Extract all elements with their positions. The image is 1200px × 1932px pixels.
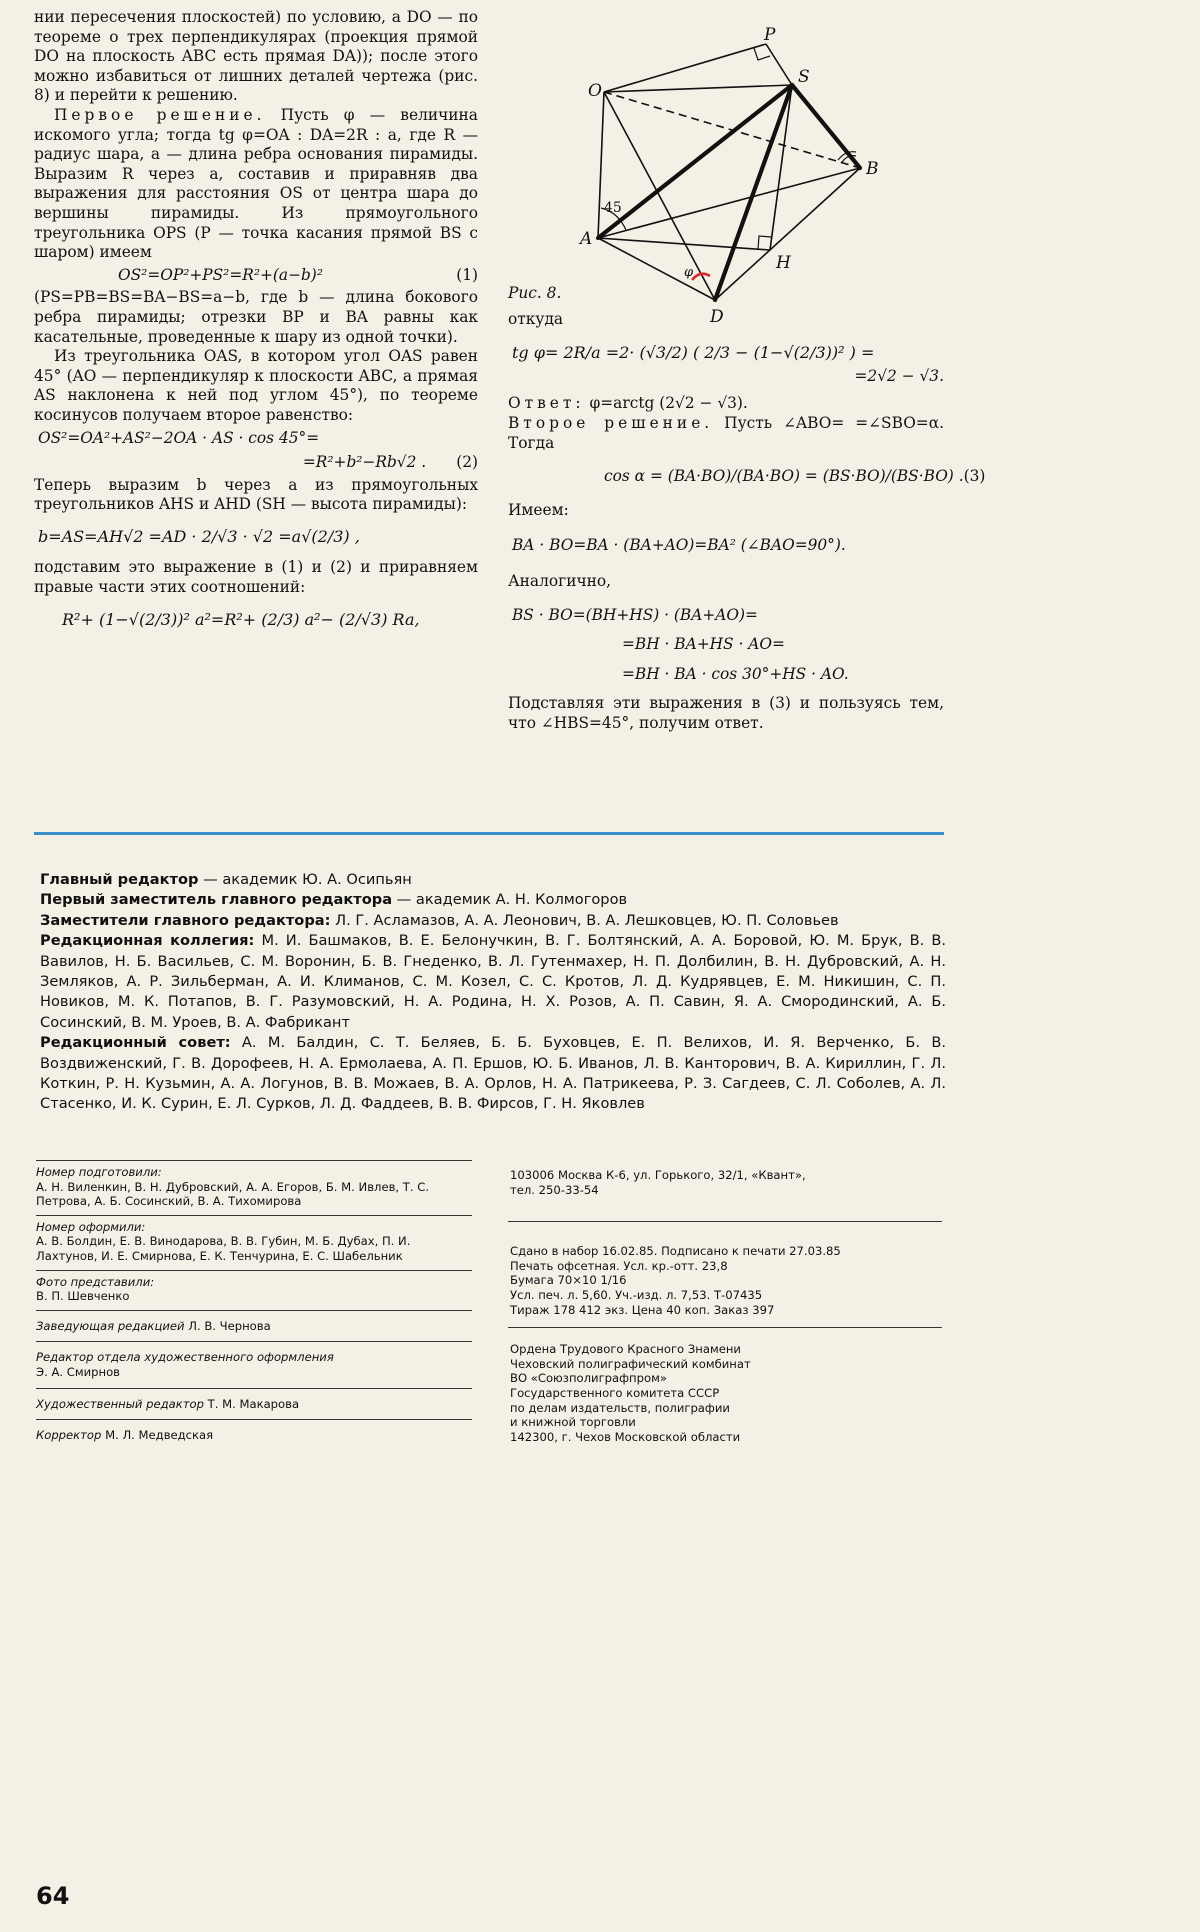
section-heading: Второе решение. (508, 413, 714, 432)
editorial-board (40, 870, 946, 1115)
paragraph (508, 414, 944, 453)
credit-label: Редактор отдела художественного оформления (36, 1350, 334, 1365)
board-line (40, 1033, 946, 1115)
formula-3: b=AS=AH√2 =AD · 2/√3 · √2 =a√(2/3) , (38, 526, 360, 546)
board-line (40, 870, 946, 890)
credit-block (36, 1420, 472, 1451)
credits-right (508, 1160, 942, 1454)
print-line: Усл. печ. л. 5,60. Уч.-изд. л. 7,53. Т-07435 (510, 1287, 763, 1302)
plant-line: Ордена Трудового Красного Знамени (510, 1342, 741, 1357)
board-text: Л. Г. Асламазов, А. А. Леонович, В. А. Лешковцев, Ю. П. Соловьев (330, 911, 839, 929)
paragraph: подставим это выражение в (1) и (2) и приравняем правые части этих соотношений: (34, 558, 478, 597)
plant-line: по делам издательств, полиграфии (510, 1400, 730, 1415)
credit-label: Фото представили: (36, 1274, 155, 1289)
credits-left (36, 1160, 472, 1451)
paragraph: Теперь выразим b через a из прямоугольных треугольников AHS и AHD (SH — высота пирамиды): (34, 475, 478, 514)
credit-block (36, 1160, 472, 1216)
address-block (508, 1160, 942, 1222)
label-A: A (580, 229, 593, 249)
paragraph-text: Пусть φ — величина искомого угла; тогда tg φ=OA : DA=2R : a, где R — радиус шара, a — длина ребра основания пирамиды. Выразим R через a, составив и приравняв два выражения для расстояния OS от центра шара до вершины пирамиды. Из прямоугольного треугольника OPS (P — точка касания прямой BS с шаром) имеем (34, 105, 478, 262)
credit-label: Художественный редактор (36, 1396, 204, 1411)
formula-number: (2) (456, 453, 478, 472)
printing-plant-block (508, 1328, 942, 1454)
print-line: Сдано в набор 16.02.85. Подписано к печати 27.03.85 (510, 1244, 841, 1259)
credit-text: В. П. Шевченко (36, 1289, 130, 1304)
formula-8c: =BH · BA · cos 30°+HS · AO. (622, 664, 849, 683)
label-P: P (764, 25, 776, 45)
board-line (40, 911, 946, 931)
credit-label: Заведующая редакцией (36, 1318, 185, 1333)
credit-text: А. В. Болдин, Е. В. Винодарова, В. В. Губин, М. Б. Дубах, П. И. Лахтунов, И. Е. Смирнова, Е. К. Тенчурина, Е. С. Шабельник (36, 1234, 411, 1263)
paragraph: Из треугольника OAS, в котором угол OAS равен 45° (AO — перпендикуляр к плоскости ABC, а прямая AS наклонена к ней под углом 45°), по теореме косинусов получаем второе равенство: (34, 347, 478, 424)
board-text: М. И. Башмаков, В. Е. Белонучкин, В. Г. Болтянский, А. А. Боровой, Ю. М. Брук, В. В. Вавилов, Н. Б. Васильев, С. М. Воронин, Б. В. Гнеденко, В. Л. Гутенмахер, Н. П. Долбилин, В. Н. Дубровский, А. Н. Земляков, А. Р. Зильберман, А. И. Климанов, С. М. Козел, С. С. Кротов, Л. Д. Кудрявцев, Е. М. Никишин, С. П. Новиков, М. К. Потапов, В. Г. Разумовский, Н. А. Родина, Н. Х. Розов, А. П. Савин, Я. А. Смородинский, А. Б. Сосинский, В. М. Уроев, В. А. Фабрикант (40, 932, 946, 1031)
credit-block (36, 1271, 472, 1311)
formula-number: (3) (963, 467, 986, 486)
board-label: Заместители главного редактора: (40, 911, 331, 929)
formula-8a: BS · BO=(BH+HS) · (BA+AO)= (512, 605, 758, 624)
paragraph (34, 106, 478, 263)
answer-heading: Ответ: (508, 394, 585, 413)
label-D: D (710, 307, 724, 327)
label-O: O (588, 81, 602, 101)
formula-1 (34, 266, 478, 286)
formula-5a: tg φ= 2R/a =2· (√3/2) ( 2/3 − (1−√(2/3))² ) = (512, 343, 875, 363)
credit-text: Э. А. Смирнов (36, 1364, 121, 1379)
credit-block (36, 1311, 472, 1343)
section-heading: Первое решение. (54, 105, 266, 124)
board-text: А. М. Балдин, С. Т. Беляев, Б. Б. Буховцев, Е. П. Велихов, И. Я. Верченко, Б. В. Воздвиженский, Г. В. Дорофеев, Н. А. Ермолаева, А. П. Ершов, Ю. Б. Иванов, Л. В. Канторович, В. А. Кириллин, Г. Л. Коткин, Р. Н. Кузьмин, А. А. Логунов, В. В. Можаев, В. А. Орлов, Н. А. Патрикеева, Р. З. Сагдеев, С. Л. Соболев, А. Л. Стасенко, И. К. Сурин, Е. Л. Сурков, Л. Д. Фаддеев, В. В. Фирсов, Г. Н. Яковлев (40, 1034, 946, 1113)
credit-text: Л. В. Чернова (184, 1318, 271, 1333)
label-B: B (866, 159, 879, 179)
board-label: Первый заместитель главного редактора (40, 891, 393, 909)
left-column (34, 8, 478, 629)
formula-text: OS²=OP²+PS²=R²+(a−b)² (118, 265, 323, 284)
answer-text: φ=arctg (2√2 − √3). (584, 394, 748, 413)
label-45: 45 (604, 200, 622, 216)
label-phi: φ (684, 265, 694, 280)
board-text: — академик Ю. А. Осипьян (198, 871, 412, 888)
paragraph: нии пересечения плоскостей) по условию, а DO — по теореме о трех перпендикулярах (проекция прямой DO на плоскость ABC есть прямая DA)); после этого можно избавиться от лишних деталей чертежа (рис. 8) и перейти к решению. (34, 8, 478, 105)
formula-7: BA · BO=BA · (BA+AO)=BA² (∠BAO=90°). (512, 536, 846, 555)
formula-2b (34, 453, 478, 473)
plant-line: Государственного комитета СССР (510, 1385, 720, 1400)
credit-text: А. Н. Виленкин, В. Н. Дубровский, А. А. Егоров, Б. М. Ивлев, Т. С. Петрова, А. Б. Сосинский, В. А. Тихомирова (36, 1179, 430, 1209)
credit-label: Корректор (36, 1428, 102, 1443)
label-S: S (798, 67, 810, 87)
right-column (508, 8, 986, 734)
address-line: 103006 Москва К-6, ул. Горького, 32/1, «Квант», (510, 1168, 806, 1182)
board-line (40, 931, 946, 1033)
print-line: Печать офсетная. Усл. кр.-отт. 23,8 (510, 1258, 728, 1273)
formula-text: =R²+b²−Rb√2 . (302, 453, 427, 472)
board-label: Главный редактор (40, 871, 199, 888)
paragraph: Имеем: (508, 500, 569, 519)
paragraph: Подставляя эти выражения в (3) и пользуясь тем, что ∠HBS=45°, получим ответ. (508, 694, 944, 732)
section-divider (34, 832, 944, 835)
plant-line: ВО «Союзполиграфпром» (510, 1371, 667, 1386)
board-text: — академик А. Н. Колмогоров (392, 891, 628, 909)
formula-text: cos α = (BA·BO)/(BA·BO) = (BS·BO)/(BS·BO) . (604, 467, 964, 486)
print-line: Тираж 178 412 экз. Цена 40 коп. Заказ 397 (510, 1302, 775, 1317)
credit-label: Номер подготовили: (36, 1165, 162, 1179)
credit-label: Номер оформили: (36, 1219, 146, 1234)
plant-line: и книжной торговли (510, 1415, 636, 1430)
formula-6 (508, 467, 986, 487)
label-H: H (776, 253, 791, 273)
figure-caption: Рис. 8. (508, 284, 562, 302)
board-line (40, 890, 946, 910)
formula-5b: =2√2 − √3. (854, 366, 944, 385)
paragraph: откуда (508, 309, 564, 328)
paragraph: Аналогично, (508, 571, 612, 590)
formula-8b: =BH · BA+HS · AO= (622, 635, 785, 654)
diagram-spacer (508, 8, 944, 284)
print-line: Бумага 70×10 1/16 (510, 1273, 627, 1288)
plant-line: Чеховский полиграфический комбинат (510, 1356, 751, 1371)
answer (508, 394, 944, 414)
credit-block (36, 1342, 472, 1388)
credit-block (36, 1389, 472, 1421)
board-label: Редакционный совет: (40, 1034, 231, 1052)
credit-block (36, 1216, 472, 1271)
credit-text: М. Л. Медведская (101, 1428, 214, 1443)
formula-number: (1) (456, 265, 478, 284)
paragraph: (PS=PB=BS=BA−BS=a−b, где b — длина бокового ребра пирамиды; отрезки BP и BA равны как касательные, проведенные к шару из одной точки). (34, 288, 478, 346)
plant-line: 142300, г. Чехов Московской области (510, 1429, 741, 1444)
page-number: 64 (36, 1882, 70, 1910)
print-block (508, 1222, 942, 1328)
board-label: Редакционная коллегия: (40, 932, 255, 950)
formula-2a: OS²=OA²+AS²−2OA · AS · cos 45°= (38, 429, 320, 448)
formula-4: R²+ (1−√(2/3))² a²=R²+ (2/3) a²− (2/√3) Ra, (62, 609, 420, 629)
paragraph-text: Пусть ∠ABO= =∠SBO=α. Тогда (508, 413, 944, 452)
credit-text: Т. М. Макарова (203, 1396, 300, 1411)
address-line: тел. 250-33-54 (510, 1182, 599, 1197)
